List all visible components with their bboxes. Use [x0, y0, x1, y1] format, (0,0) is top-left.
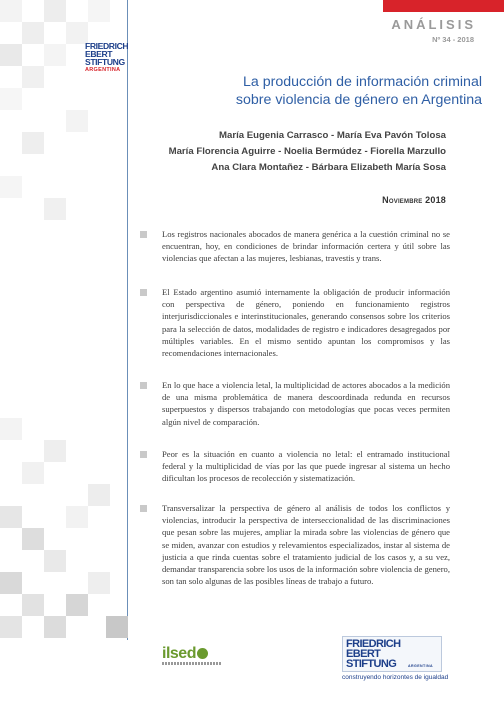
authors-line-1: María Eugenia Carrasco - María Eva Pavón Tolosa — [219, 130, 446, 141]
bullet-square-icon — [140, 451, 147, 458]
summary-bullet — [140, 379, 450, 428]
summary-bullet — [140, 286, 450, 359]
fes-logo — [85, 42, 129, 73]
bullet-text: El Estado argentino asumió internamente la obligación de producir información con perspectiva de género, poniendo en funcionamiento registros interjurisdiccionales e interinstitucionales, generando consensos sobre los criterios para la selección de datos, modalidades de registro e indicadores desagregados por múltiples variables. En el mismo sentido apuntan los compromisos y las recomendaciones internacionales. — [162, 287, 450, 359]
authors-line-3: Ana Clara Montañez - Bárbara Elizabeth María Sosa — [211, 162, 446, 173]
bullet-square-icon — [140, 382, 147, 389]
fes-logo-line3: STIFTUNG — [85, 57, 125, 67]
summary-bullet — [140, 448, 450, 485]
document-title — [182, 73, 482, 109]
fes-footer-logo-box — [342, 636, 442, 672]
ilsed-logo — [162, 645, 242, 675]
fes-footer-line3: STIFTUNG — [346, 658, 397, 670]
bullet-square-icon — [140, 505, 147, 512]
header-red-bar — [383, 0, 504, 12]
bullet-text: En lo que hace a violencia letal, la multiplicidad de actores abocados a la medición de una misma problemática de manera descoordinada redunda en recursos superpuestos y dispersos trabajando con metodologías que pocas veces permiten algún nivel de comparación. — [162, 380, 450, 427]
fes-logo-country: ARGENTINA — [85, 67, 121, 73]
bullet-text: Los registros nacionales abocados de manera genérica a la cuestión criminal no se encuentran, hoy, en condiciones de brindar información certera y útil sobre las violencias que afectan a las mujeres, lesbianas, travestis y trans. — [162, 229, 450, 264]
section-label: ANÁLISIS — [391, 17, 476, 32]
bullet-square-icon — [140, 231, 147, 238]
bullet-text: Transversalizar la perspectiva de género al análisis de todos los conflictos y violencias, introducir la perspectiva de interseccionalidad de las discriminaciones que pesan sobre las mujeres, ampliar la mirada sobre las violencias de género que se miden, avanzar con estudios y relevamientos especializados, instar al sistema de justicia a que rinda cuentas sobre el tratamiento judicial de los casos y, a su vez, demandar transparencia sobre los usos de la información sobre violencia de genero, son tan solo algunas de las posibles líneas de trabajo a futuro. — [162, 503, 450, 587]
publication-date — [382, 195, 446, 205]
publication-date-text: Noviembre 2018 — [382, 195, 446, 205]
authors-block — [140, 128, 446, 176]
bullet-text: Peor es la situación en cuanto a violencia no letal: el entramado institucional federal y la multiplicidad de vías por las que puede ingresar al sistema un hecho dificultan los procesos de recolección y sistematización. — [162, 449, 450, 484]
fes-footer-country: ARGENTINA — [408, 664, 433, 668]
fes-logo-line2: EBERT — [85, 49, 113, 59]
ilsed-logo-word: ilsed — [162, 645, 196, 662]
fes-footer-line2: EBERT — [346, 648, 381, 660]
fes-footer-tagline: construyendo horizontes de igualdad — [342, 674, 449, 681]
title-line-1: La producción de información criminal — [243, 74, 482, 90]
summary-bullet — [140, 228, 450, 265]
left-vertical-rule — [127, 0, 128, 640]
fes-footer-line1: FRIEDRICH — [346, 638, 401, 650]
ilsed-logo-mark-icon — [197, 648, 208, 659]
bullet-square-icon — [140, 289, 147, 296]
issue-number: Nº 34 - 2018 — [432, 35, 474, 44]
title-line-2: sobre violencia de género en Argentina — [235, 92, 482, 108]
fes-footer-logo-text — [346, 639, 401, 669]
authors-line-2: María Florencia Aguirre - Noelia Bermúdez - Fiorella Marzullo — [168, 146, 446, 157]
fes-footer-logo — [342, 636, 450, 680]
fes-logo-line1: FRIEDRICH — [85, 41, 129, 51]
ilsed-logo-subtext — [162, 662, 222, 665]
summary-bullet — [140, 502, 450, 587]
